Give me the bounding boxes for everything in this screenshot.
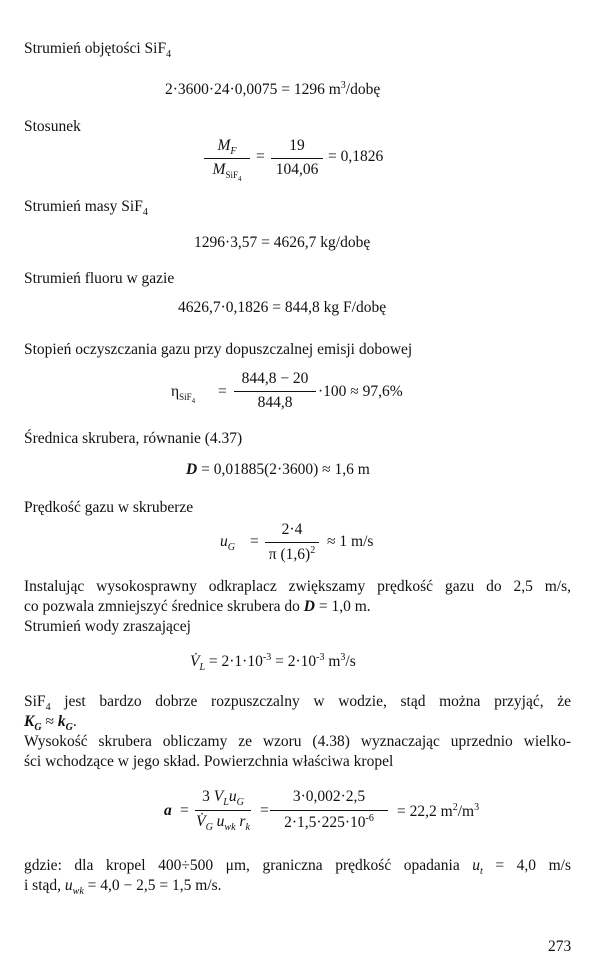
paragraph-line: Strumień wody zraszającej xyxy=(24,618,191,635)
text-line: Średnica skrubera, równanie (4.37) xyxy=(24,430,243,447)
area-symbol: a xyxy=(164,802,172,819)
text-line: Strumień objętości SiF$_4$ xyxy=(24,40,172,61)
equals-sign: = xyxy=(256,148,265,165)
equation-diameter: D = 0,01885(2·3600) ≈ 1,6 m xyxy=(186,461,370,478)
text-line: Strumień masy SiF$_4$ xyxy=(24,198,148,219)
text-line: Prędkość gazu w skruberze xyxy=(24,499,194,516)
equation-result: ≈ 1 m/s xyxy=(327,533,374,550)
text-line: Strumień fluoru w gazie xyxy=(24,270,175,287)
equation-mass: 1296·3,57 = 4626,7 kg/dobę xyxy=(194,234,371,251)
equation-flow: 2·3600·24·0,0075 = 1296 $m^3$/dobę xyxy=(165,80,381,99)
equals-sign: = xyxy=(250,533,259,550)
equation-water: $V̇_L = 2\cdot 1\cdot 10^{-3} = 2\cdot 10^{-3}$ $m^3/s$ xyxy=(190,652,356,674)
equation-fluor: 4626,7·0,1826 = 844,8 kg F/dobę xyxy=(178,299,387,316)
equation-result: = 0,1826 xyxy=(328,148,384,165)
fraction-denominator: $V̇_G$ $u_{wk}$ $r_k$ xyxy=(196,813,250,834)
paragraph-line: ści wchodzące w jego skład. Powierzchnia właściwa kropel xyxy=(24,753,394,770)
fraction-denominator: 844,8 xyxy=(257,394,293,411)
equals-sign: = xyxy=(218,383,227,400)
paragraph-line: Instalując wysokosprawny odkraplacz zwiększamy prędkość gazu do 2,5 m/s, xyxy=(24,578,571,595)
fraction-numerator: 3 $V_Lu_G$ xyxy=(202,788,244,809)
text-line: Stopień oczyszczania gazu przy dopuszczalnej emisji dobowej xyxy=(24,341,413,358)
fraction-numerator: 3·0,002·2,5 xyxy=(292,788,366,805)
fraction-bar xyxy=(271,158,323,159)
fraction-denominator: 104,06 xyxy=(275,161,319,178)
fraction-bar xyxy=(265,542,319,543)
velocity-symbol: $u_G$ xyxy=(220,533,235,554)
fraction-denominator: $2\cdot 1,5\cdot 225\cdot 10^{-6}$ xyxy=(284,813,374,832)
fraction-bar xyxy=(270,810,388,811)
paragraph-line: SiF$_4$ jest bardzo dobrze rozpuszczalny w wodzie, stąd można przyjąć, że xyxy=(24,693,571,714)
text-line: Stosunek xyxy=(24,118,81,135)
fraction-denominator: $M_{SiF_4}$ xyxy=(212,161,242,183)
fraction-numerator: $M_F$ xyxy=(217,137,237,158)
fraction-bar xyxy=(204,158,250,159)
equation-result: ·100 ≈ 97,6% xyxy=(318,383,403,400)
equals-sign: = xyxy=(260,802,269,819)
fraction-numerator: 844,8 − 20 xyxy=(241,370,309,387)
paragraph-line: Wysokość skrubera obliczamy ze wzoru (4.38) wyznaczając uprzednio wielko- xyxy=(24,733,571,750)
page-number: 273 xyxy=(548,938,572,955)
equation-result: = 22,2 $m^2/m^3$ xyxy=(397,802,480,821)
fraction-bar xyxy=(195,810,251,811)
paragraph-line: co pozwala zmniejszyć średnice skrubera do D = 1,0 m. xyxy=(24,598,371,615)
eta-symbol: $\eta_{SiF_4}$ xyxy=(171,383,196,405)
paragraph-line: i stąd, $u_{wk} = 4,0 - 2,5 = 1,5$ m/s. xyxy=(24,877,222,898)
equals-sign: = xyxy=(180,802,189,819)
fraction-numerator: 2·4 xyxy=(281,521,303,538)
paragraph-line: $K_G \approx k_G$. xyxy=(24,713,77,734)
paragraph-line: gdzie: dla kropel 400÷500 μm, graniczna prędkość opadania $u_t = 4,0$ m/s xyxy=(24,857,572,878)
fraction-bar xyxy=(234,391,316,392)
fraction-numerator: 19 xyxy=(289,137,305,154)
fraction-denominator: π $(1,6)^2$ xyxy=(268,545,316,564)
